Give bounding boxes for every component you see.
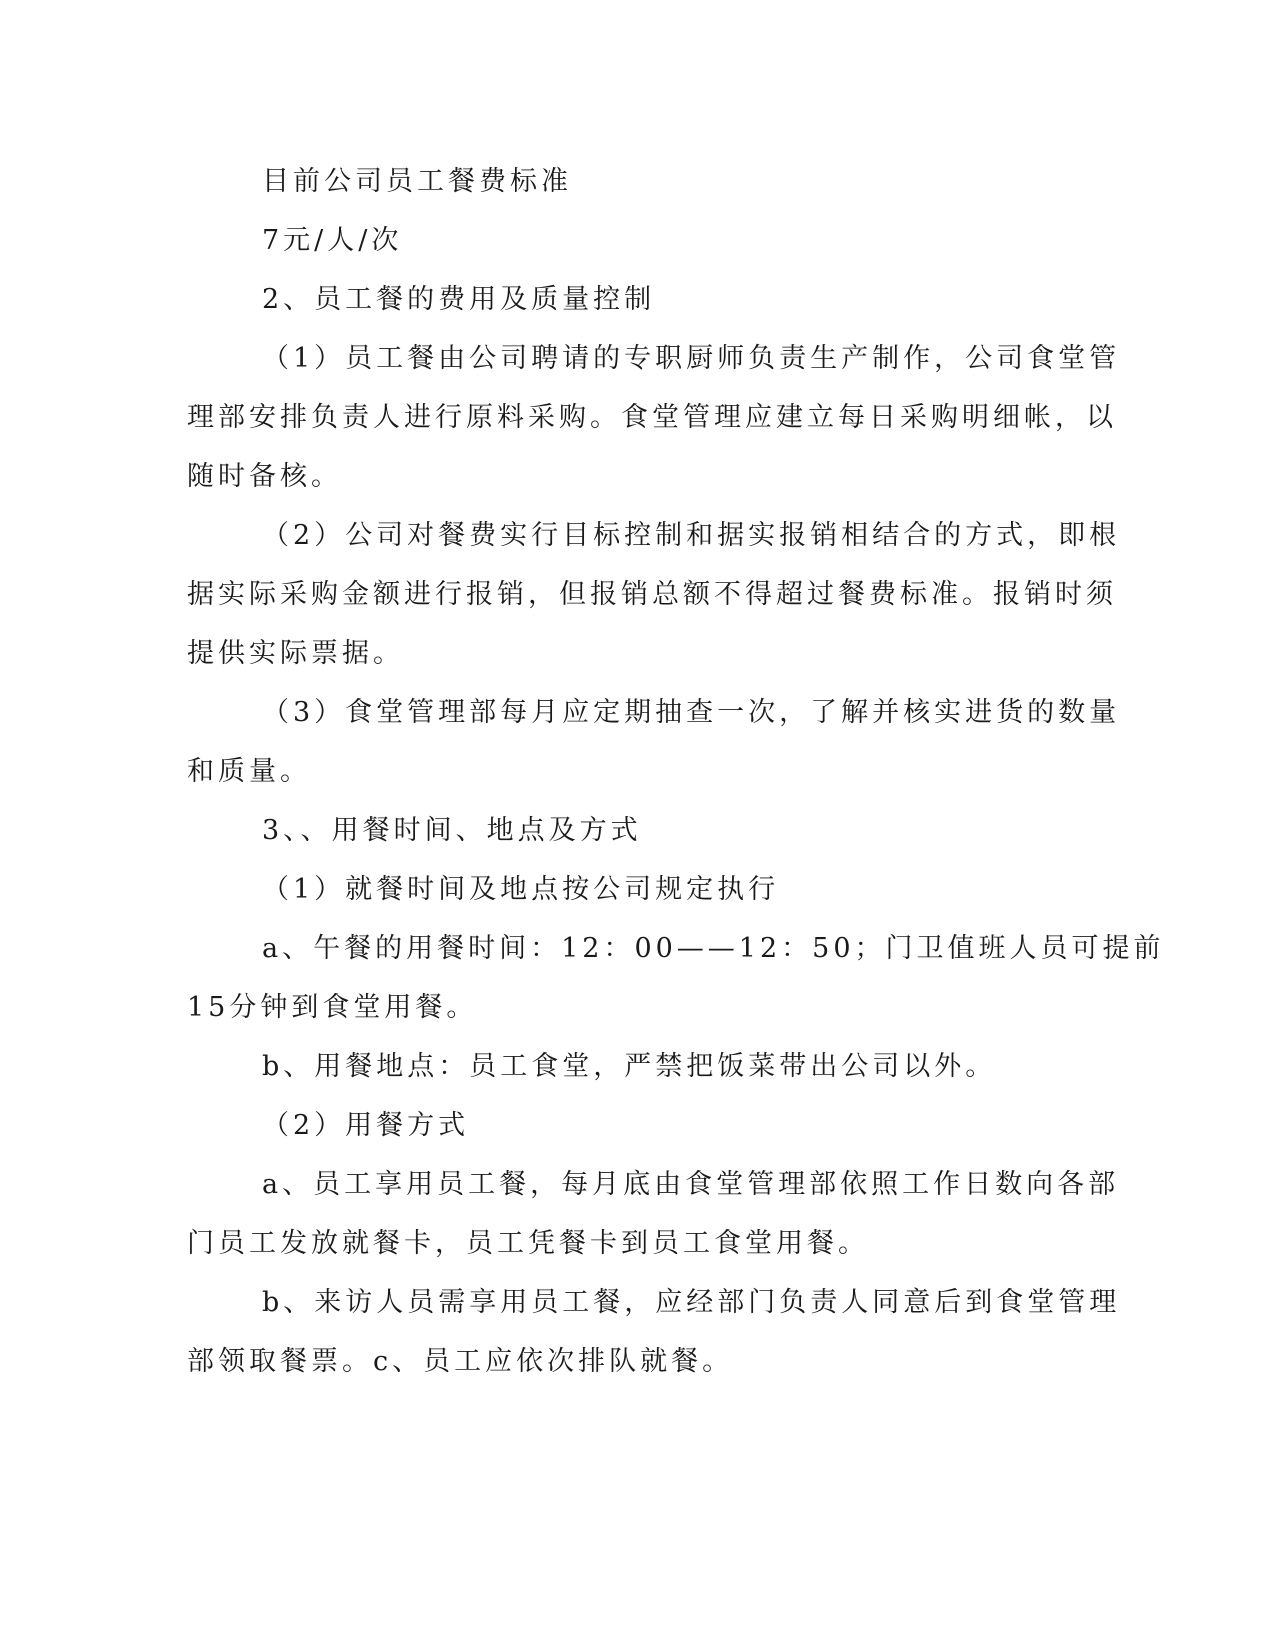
text-line: 门员工发放就餐卡，员工凭餐卡到员工食堂用餐。 xyxy=(187,1228,869,1259)
text-line: b、来访人员需享用员工餐，应经部门负责人同意后到食堂管理 xyxy=(262,1287,1121,1318)
text-line: 理部安排负责人进行原料采购。食堂管理应建立每日采购明细帐，以 xyxy=(187,402,1117,433)
text-line: 7元/人/次 xyxy=(262,225,403,256)
text-line: （2）用餐方式 xyxy=(262,1110,470,1141)
text-line: 据实际采购金额进行报销，但报销总额不得超过餐费标准。报销时须 xyxy=(187,579,1117,610)
text-line: a、午餐的用餐时间：12：00——12：50；门卫值班人员可提前 xyxy=(262,933,1165,964)
text-line: 随时备核。 xyxy=(187,461,342,492)
section-heading: 2、员工餐的费用及质量控制 xyxy=(262,284,656,315)
text-line: 目前公司员工餐费标准 xyxy=(262,166,572,197)
section-heading: 3、、用餐时间、地点及方式 xyxy=(262,815,642,846)
text-line: 和质量。 xyxy=(187,756,311,787)
text-line: （1）员工餐由公司聘请的专职厨师负责生产制作，公司食堂管 xyxy=(262,343,1121,374)
text-line: 部领取餐票。c、员工应依次排队就餐。 xyxy=(187,1346,734,1377)
text-line: 提供实际票据。 xyxy=(187,638,404,669)
text-line: （3）食堂管理部每月应定期抽查一次，了解并核实进货的数量 xyxy=(262,697,1121,728)
text-line: a、员工享用员工餐，每月底由食堂管理部依照工作日数向各部 xyxy=(262,1169,1120,1200)
text-line: 15分钟到食堂用餐。 xyxy=(187,992,478,1023)
text-line: （2）公司对餐费实行目标控制和据实报销相结合的方式，即根 xyxy=(262,520,1121,551)
text-line: （1）就餐时间及地点按公司规定执行 xyxy=(262,874,780,905)
text-line: b、用餐地点：员工食堂，严禁把饭菜带出公司以外。 xyxy=(262,1051,997,1082)
